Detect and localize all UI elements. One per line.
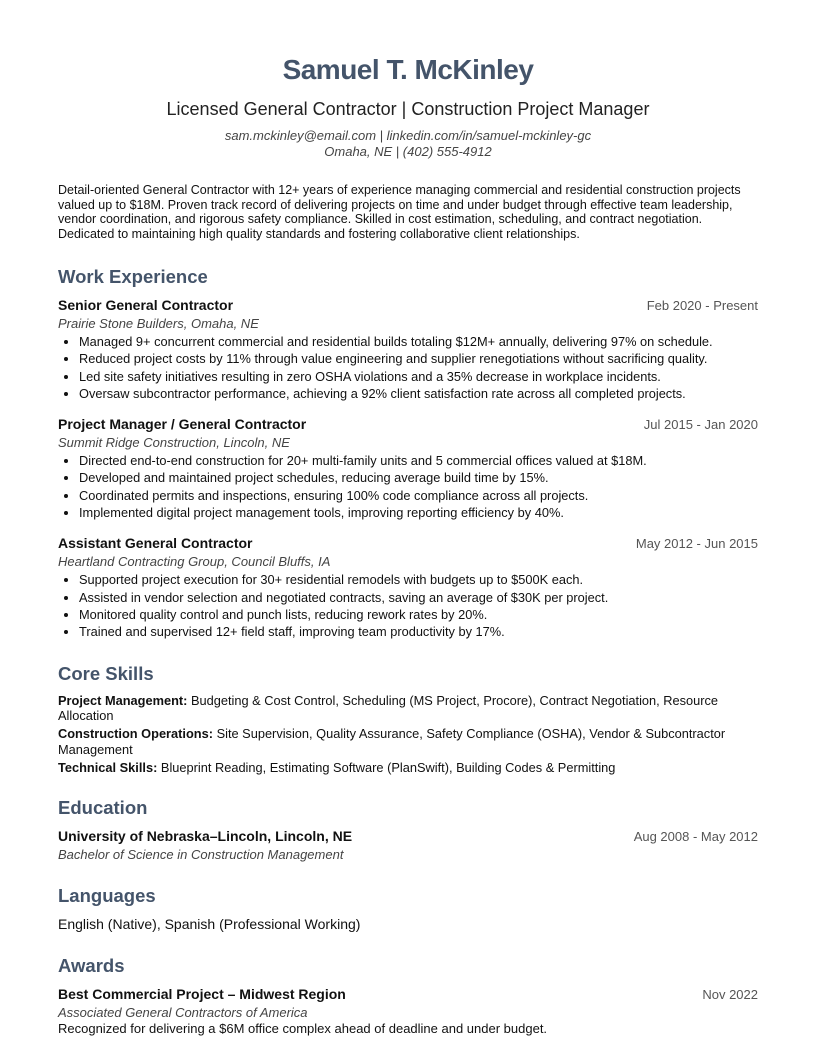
section-title-awards: Awards [58,955,125,977]
job-entry [58,296,758,402]
job-title: Senior General Contractor [58,297,234,313]
job-bullets [58,333,758,402]
job-company: Summit Ridge Construction, Lincoln, NE [58,435,290,451]
section-title-education: Education [58,797,148,819]
award-date: Nov 2022 [702,987,758,1003]
job-bullet: • Supported project execution for 30+ residential remodels with budgets up to $500K each. [79,571,758,588]
job-bullet: • Reduced project costs by 11% through value engineering and supplier renegotiations without sacrificing quality. [79,350,758,367]
job-bullet: • Led site safety initiatives resulting in zero OSHA violations and a 35% decrease in workplace incidents. [79,368,758,385]
education-section [58,797,758,863]
job-company: Prairie Stone Builders, Omaha, NE [58,316,259,331]
skill-group [58,760,758,776]
skill-group-text: Site Supervision, Quality Assurance, Safety Compliance (OSHA), Vendor & Subcontractor Management [58,726,726,757]
skill-group-label: Construction Operations: [58,726,213,742]
professional-summary: Detail-oriented General Contractor with 12+ years of experience managing commercial and residential construction projects valued up to $18M. Proven track record of delivering projects on time and under budget through effective team leadership, vendor coordination, and rigorous safety compliance. Skilled in cost estimation, scheduling, and contract negotiation. Dedicated to maintaining high quality standards and fostering collaborative client relationships. [58,183,741,241]
skill-group-label: Technical Skills: [58,759,158,775]
job-bullets [58,571,758,640]
skill-group-text: Budgeting & Cost Control, Scheduling (MS Project, Procore), Contract Negotiation, Resource Allocation [58,692,719,724]
job-bullet: • Developed and maintained project schedules, reducing average build time by 15%. [79,469,758,486]
award-name: Best Commercial Project – Midwest Region [58,986,346,1003]
job-bullet: • Oversaw subcontractor performance, achieving a 92% client satisfaction rate across all completed projects. [79,385,758,402]
job-title: Project Manager / General Contractor [58,416,307,433]
languages-text: English (Native), Spanish (Professional Working) [58,916,361,933]
section-title-core-skills: Core Skills [58,662,154,684]
job-dates: May 2012 - Jun 2015 [635,536,758,552]
job-bullets [58,452,758,521]
job-dates: Feb 2020 - Present [646,298,758,313]
award-issuer: Associated General Contractors of America [58,1005,308,1021]
languages-section [58,885,758,933]
skill-group-text: Blueprint Reading, Estimating Software (PlanSwift), Building Codes & Permitting [160,759,616,775]
job-bullet: • Trained and supervised 12+ field staff, improving team productivity by 17%. [79,623,758,640]
school-name: University of Nebraska–Lincoln, Lincoln, NE [58,828,353,845]
award-description: Recognized for delivering a $6M office complex ahead of deadline and under budget. [58,1021,548,1037]
job-bullet: • Directed end-to-end construction for 20+ multi-family units and 5 commercial offices valued at $18M. [79,452,758,469]
section-title-languages: Languages [58,885,156,907]
job-company: Heartland Contracting Group, Council Bluffs, IA [58,554,331,570]
job-bullet: • Implemented digital project management tools, improving reporting efficiency by 40%. [79,504,758,521]
work-experience-section [58,266,758,641]
education-dates: Aug 2008 - May 2012 [633,829,758,845]
resume-header [58,52,758,160]
contact-line-email-linkedin: sam.mckinley@email.com | linkedin.com/in/samuel-mckinley-gc [224,128,592,143]
job-bullet: • Coordinated permits and inspections, ensuring 100% code compliance across all projects. [79,487,758,504]
job-bullet: • Monitored quality control and punch lists, reducing rework rates by 20%. [79,606,758,623]
candidate-name: Samuel T. McKinley [282,54,534,85]
skill-group [58,726,758,757]
skill-group-label: Project Management: [58,692,188,708]
core-skills-section [58,663,758,776]
job-title: Assistant General Contractor [58,535,253,552]
job-bullet: • Assisted in vendor selection and negotiated contracts, saving an average of $30K per project. [79,589,758,606]
headline: Licensed General Contractor | Construction Project Manager [166,99,650,119]
section-title-work-experience: Work Experience [58,266,208,287]
job-bullet: • Managed 9+ concurrent commercial and residential builds totaling $12M+ annually, delivering 97% on schedule. [79,333,758,350]
job-entry [58,534,758,640]
degree: Bachelor of Science in Construction Management [58,847,344,863]
awards-section [58,955,758,1037]
contact-line-location-phone: Omaha, NE | (402) 555-4912 [324,144,492,159]
job-dates: Jul 2015 - Jan 2020 [643,417,758,433]
skill-group [58,693,758,724]
job-entry [58,415,758,521]
